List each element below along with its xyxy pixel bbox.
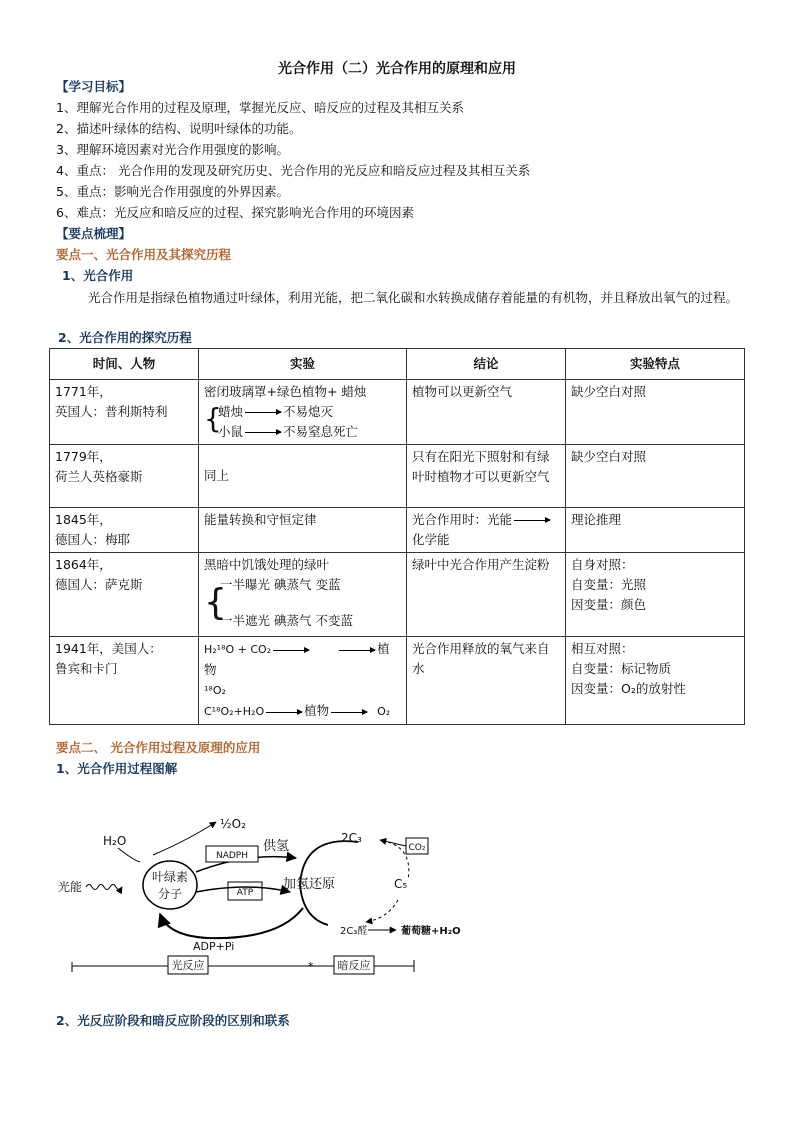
cell-text: 蜡烛 不易熄灭 — [218, 404, 334, 419]
chlorophyll-label: 分子 — [157, 887, 183, 901]
cell-text: 德国人：萨克斯 — [55, 577, 143, 592]
timeline-separator: * — [308, 960, 314, 973]
supply-hydrogen-label: 供氢 — [263, 839, 290, 854]
cell-text: ¹⁸O₂ — [204, 684, 226, 697]
cell-text: 密闭玻璃罩+绿色植物+ 蜡烛 — [204, 384, 367, 399]
points-header: 【要点梳理】 — [56, 226, 132, 241]
table-header: 实验 — [199, 349, 407, 380]
section2-sub2: 2、光反应阶段和暗反应阶段的区别和联系 — [56, 1013, 290, 1028]
light-energy-label: 光能 — [58, 880, 83, 894]
table-row — [50, 553, 745, 637]
dark-reaction-label: 暗反应 — [337, 959, 371, 972]
cell-text: 因变量：O₂的放射性 — [571, 681, 686, 696]
o2-label: ½O₂ — [220, 817, 246, 831]
table-header-row — [50, 349, 745, 380]
table-header: 实验特点 — [566, 349, 745, 380]
objective-item: 6、难点：光反应和暗反应的过程、探究影响光合作用的环境因素 — [56, 205, 414, 220]
c5-label: C₅ — [394, 877, 408, 891]
adp-label: ADP+Pi — [193, 940, 235, 953]
table-header: 时间、人物 — [50, 349, 199, 380]
cell-text: 植物可以更新空气 — [407, 380, 566, 445]
cell-text: 化学能 — [412, 532, 450, 547]
hydrogenation-reduction-label: 加氢还原 — [283, 877, 336, 892]
photosynthesis-diagram — [58, 800, 461, 980]
co2-label: CO₂ — [408, 843, 426, 853]
objective-item: 1、理解光合作用的过程及原理，掌握光反应、暗反应的过程及其相互关系 — [56, 100, 464, 115]
objective-item: 4、重点： 光合作用的发现及研究历史、光合作用的光反应和暗反应过程及其相互关系 — [56, 163, 531, 178]
chlorophyll-label: 叶绿素 — [151, 870, 189, 884]
cell-text: 光合作用释放的氧气来自水 — [407, 637, 566, 725]
c3-label: 2C₃ — [341, 831, 362, 845]
cell-text: 自变量：标记物质 — [571, 661, 672, 676]
cell-text: H₂¹⁸O + CO₂ 植 物 — [204, 641, 390, 677]
cell-text: 德国人：梅耶 — [55, 532, 131, 547]
cell-text: 理论推理 — [566, 508, 745, 553]
cell-text: 1941年，美国人： — [55, 641, 162, 656]
brace-icon: { — [204, 402, 222, 435]
cell-text: 鲁宾和卡门 — [55, 661, 118, 676]
cell-text: 1845年， — [55, 512, 112, 527]
cell-text: 缺少空白对照 — [566, 380, 745, 445]
cell-text: C¹⁸O₂+H₂O 植物 O₂ — [204, 703, 391, 718]
brace-group — [204, 402, 401, 442]
objective-item: 2、描述叶绿体的结构、说明叶绿体的功能。 — [56, 121, 302, 136]
cell-text: 同上 — [199, 445, 407, 508]
cell-text: 因变量：颜色 — [571, 597, 647, 612]
light-reaction-label: 光反应 — [171, 959, 205, 972]
cell-text: 荷兰人英格豪斯 — [55, 469, 143, 484]
section2-title: 要点二、 光合作用过程及原理的应用 — [56, 740, 261, 755]
cell-text: 1864年， — [55, 557, 112, 572]
chlorophyll-circle — [143, 861, 197, 909]
cell-text: 英国人：普利斯特利 — [55, 404, 168, 419]
brace-icon: { — [204, 582, 227, 623]
history-table — [49, 348, 745, 725]
h2o-label: H₂O — [103, 834, 127, 848]
objective-item: 3、理解环境因素对光合作用强度的影响。 — [56, 142, 289, 157]
table-row — [50, 445, 745, 508]
sub1-title: 1、光合作用 — [62, 268, 134, 283]
cell-text: 1779年， — [55, 449, 112, 464]
cell-text: 光合作用时：光能 — [412, 510, 560, 530]
cell-text: 小鼠 不易窒息死亡 — [218, 424, 359, 439]
page-title: 光合作用（二）光合作用的原理和应用 — [278, 61, 516, 77]
cell-text: 一半曝光 碘蒸气 变蓝 — [220, 577, 341, 592]
table-row — [50, 637, 745, 725]
cell-text: 能量转换和守恒定律 — [199, 508, 407, 553]
cell-text: 缺少空白对照 — [566, 445, 745, 508]
table-row — [50, 508, 745, 553]
cell-text: 一半遮光 碘蒸气 不变蓝 — [220, 613, 353, 628]
cell-text: 相互对照： — [571, 641, 634, 656]
sub1-text: 光合作用是指绿色植物通过叶绿体，利用光能，把二氧化碳和水转换成储存着能量的有机物，并且释放出氧气的过程。 — [88, 290, 739, 305]
section1-title: 要点一、光合作用及其探究历程 — [56, 247, 232, 262]
objectives-header: 【学习目标】 — [56, 79, 132, 94]
cell-text: 绿叶中光合作用产生淀粉 — [407, 553, 566, 637]
table-header: 结论 — [407, 349, 566, 380]
sub2-title: 2、光合作用的探究历程 — [58, 330, 192, 345]
cell-text: 自身对照： — [571, 557, 634, 572]
c3-aldehyde-label: 2C₃醛 — [340, 926, 368, 937]
glucose-label: 葡萄糖+H₂O — [401, 926, 461, 937]
nadph-label: NADPH — [215, 851, 249, 861]
cell-text: 黑暗中饥饿处理的绿叶 — [204, 557, 330, 572]
section2-sub1: 1、光合作用过程图解 — [56, 761, 178, 776]
objective-item: 5、重点：影响光合作用强度的外界因素。 — [56, 184, 289, 199]
cell-text: 只有在阳光下照射和有绿叶时植物才可以更新空气 — [407, 445, 566, 508]
cell-text: 自变量：光照 — [571, 577, 647, 592]
atp-label: ATP — [236, 888, 254, 898]
cell-text: 1771年， — [55, 384, 112, 399]
table-row — [50, 380, 745, 445]
brace-group — [204, 575, 401, 631]
